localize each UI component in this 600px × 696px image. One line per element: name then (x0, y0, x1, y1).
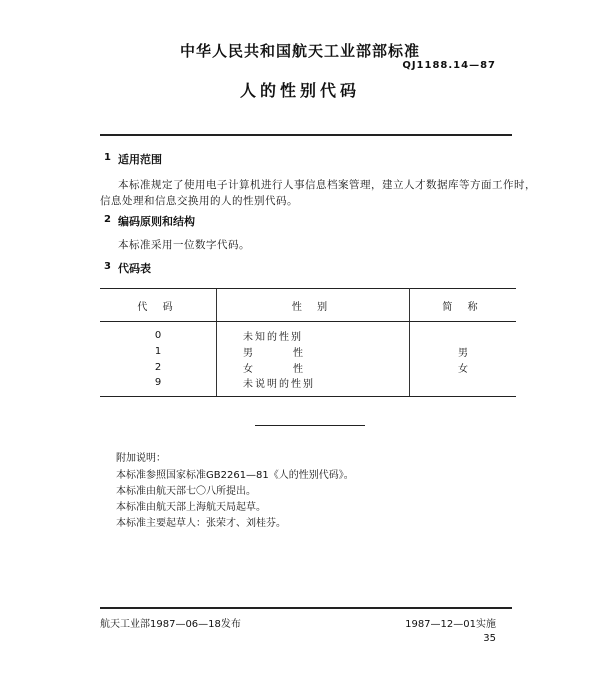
table-row (100, 343, 516, 359)
cell-abbr: 女 (458, 363, 468, 375)
cell-abbr: 男 (458, 347, 468, 359)
cell-code: 9 (100, 375, 217, 397)
cell-sex: 未知的性别 (217, 322, 410, 344)
notes-line: 本标准由航天部上海航天局起草。 (116, 502, 266, 513)
cell-abbr (410, 322, 517, 344)
section-3-number: 3 (104, 261, 111, 272)
header-abbr: 简 称 (410, 289, 517, 322)
cell-code: 0 (154, 330, 162, 341)
section-1-number: 1 (104, 152, 111, 163)
cell-sex: 未说明的性别 (217, 375, 410, 397)
cell-abbr (410, 375, 517, 397)
principle-text: 本标准采用一位数字代码。 (118, 239, 250, 251)
issue-date: 航天工业部1987—06—18发布 (100, 619, 241, 630)
footer-rule (100, 607, 512, 609)
section-3-heading: 代码表 (118, 262, 151, 275)
cell-sex: 女 性 (217, 359, 410, 375)
notes-line: 本标准由航天部七〇八所提出。 (116, 486, 256, 497)
effective-date: 1987—12—01实施 (405, 619, 496, 630)
page-number: 35 (483, 633, 496, 644)
code-table (100, 288, 516, 397)
section-2-heading: 编码原则和结构 (118, 215, 195, 228)
cell-sex: 男 性 (217, 343, 410, 359)
issuer-title: 中华人民共和国航天工业部部标准 (179, 42, 420, 60)
header-rule (100, 134, 512, 136)
section-2-number: 2 (104, 214, 111, 225)
cell-code: 2 (154, 361, 162, 373)
notes-line: 本标准参照国家标准GB2261—81《人的性别代码》。 (116, 470, 354, 481)
document-title: 人的性别代码 (239, 81, 360, 100)
table-row (100, 375, 516, 397)
standard-code: QJ1188.14—87 (402, 60, 496, 71)
notes-line: 本标准主要起草人：张荣才、刘桂芬。 (116, 518, 286, 529)
section-1-heading: 适用范围 (118, 153, 162, 166)
cell-code: 1 (154, 345, 162, 357)
header-sex: 性 别 (217, 289, 410, 322)
end-divider (255, 425, 365, 426)
scope-text-line-1: 本标准规定了使用电子计算机进行人事信息档案管理，建立人才数据库等方面工作时， (118, 179, 536, 191)
notes-title: 附加说明： (116, 453, 166, 464)
scope-text-line-2: 信息处理和信息交换用的人的性别代码。 (100, 195, 298, 207)
header-code: 代 码 (100, 289, 217, 322)
table-header-row (100, 289, 516, 322)
table-row (100, 359, 516, 375)
table-row (100, 322, 516, 344)
